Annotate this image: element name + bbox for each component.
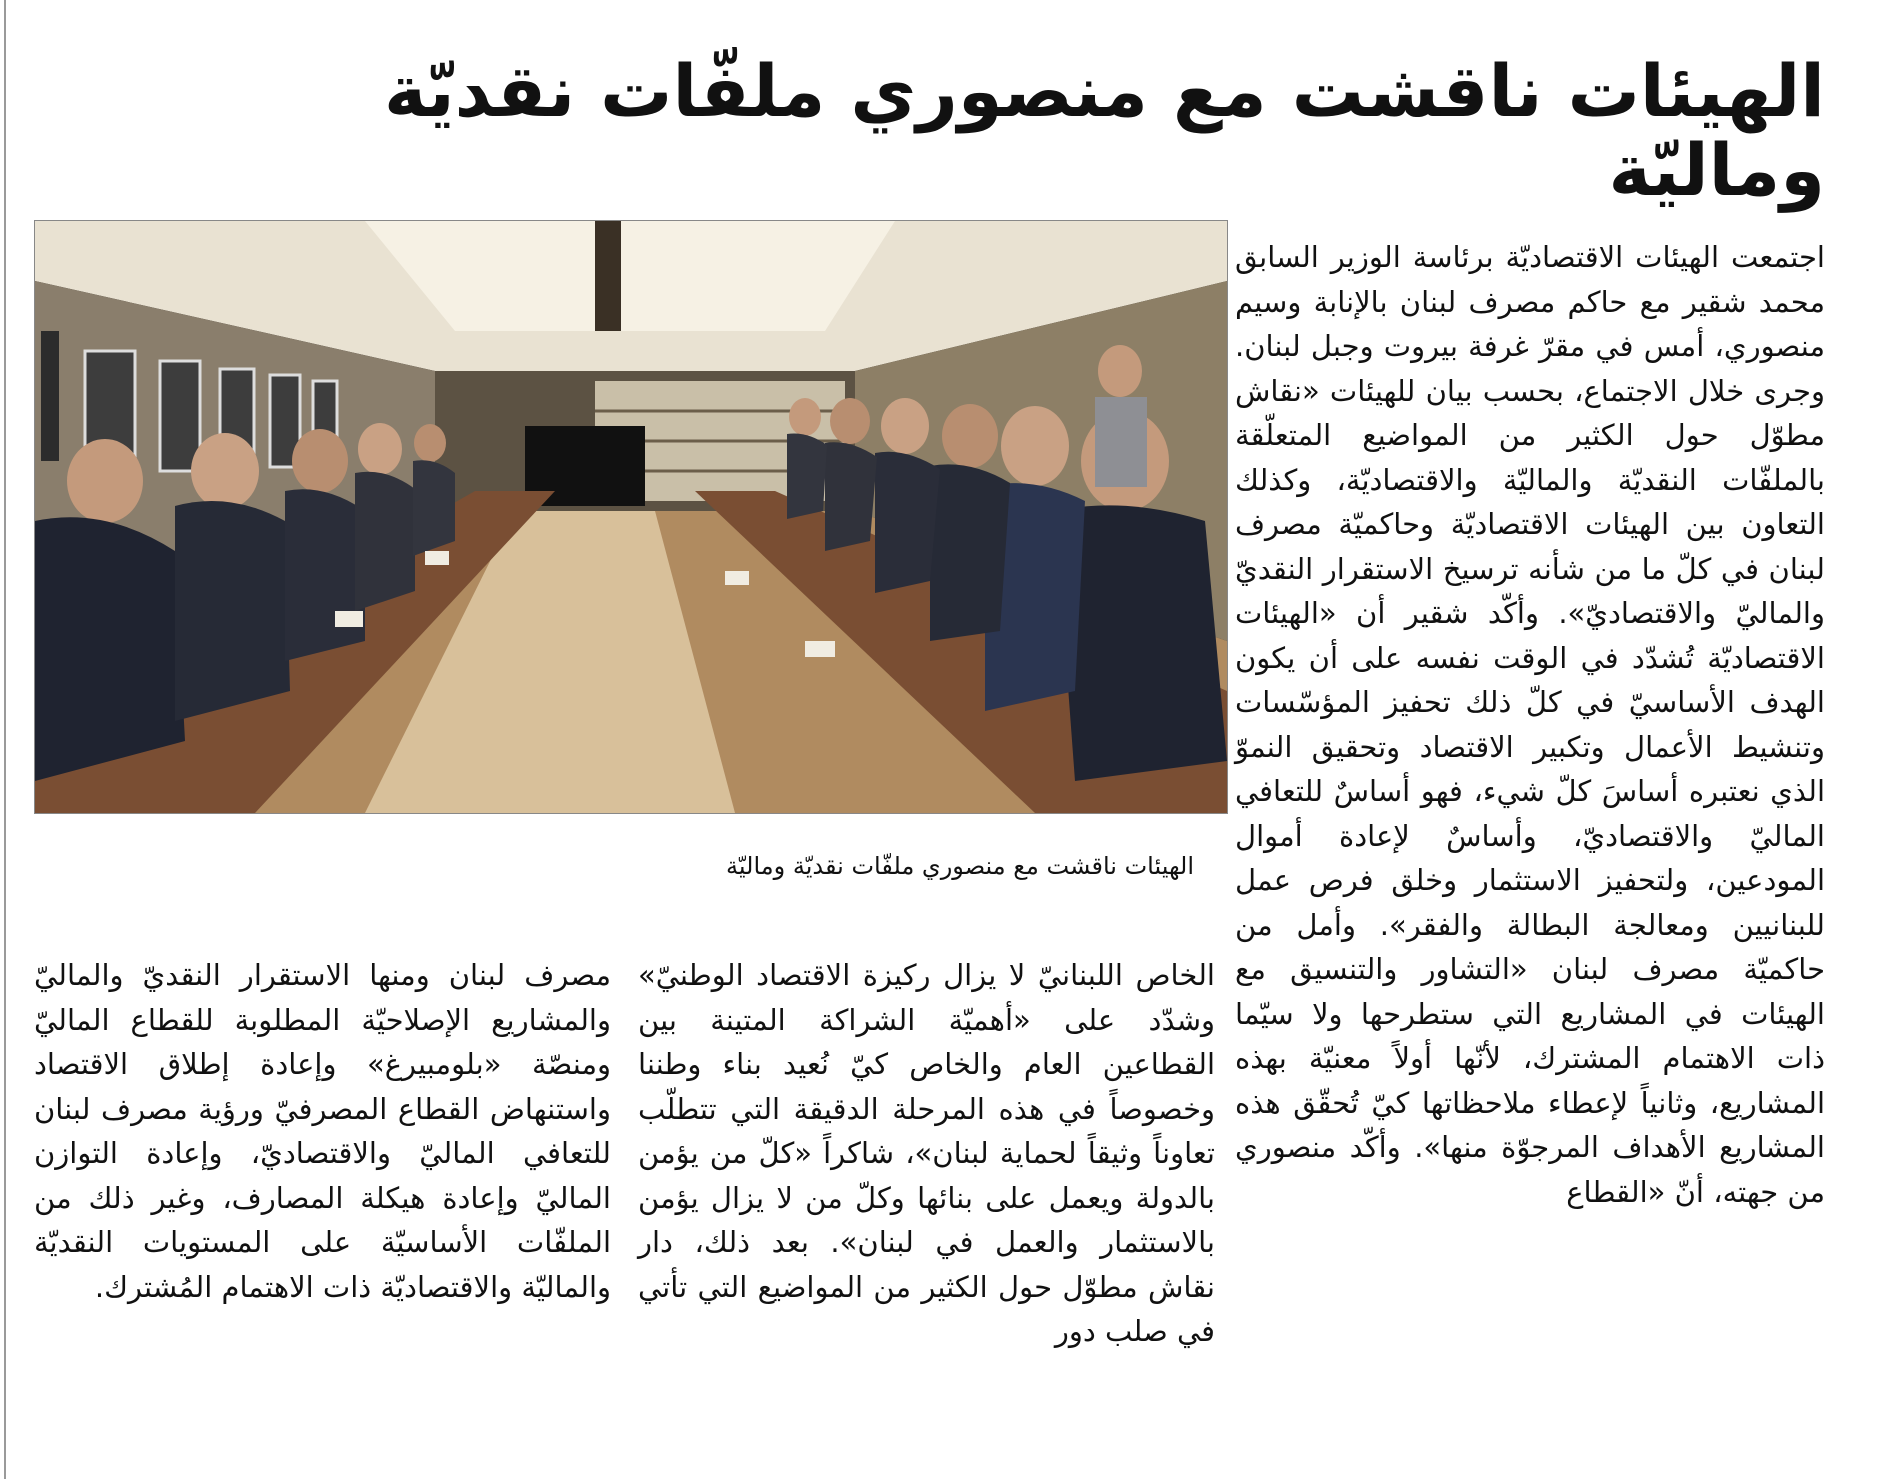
photo-name-card	[425, 551, 449, 565]
photo-name-card	[335, 611, 363, 627]
page-left-rule	[4, 0, 6, 1479]
article-text-right: اجتمعت الهيئات الاقتصاديّة برئاسة الوزير السابق محمد شقير مع حاكم مصرف لبنان بالإنابة وسيم منصوري، أمس في مقرّ غرفة بيروت وجبل لبنان. وجرى خلال الاجتماع، بحسب بيان للهيئات «نقاش مطوّل حول الكثير من المواضيع المتعلّقة بالملفّات النقديّة والماليّة والاقتصاديّة، وكذلك التعاون بين الهيئات الاقتصاديّة وحاكميّة مصرف لبنان في كلّ ما من شأنه ترسيخ الاستقرار النقديّ والماليّ والاقتصاديّ». وأكّد شقير أن «الهيئات الاقتصاديّة تُشدّد في الوقت نفسه على أن يكون الهدف الأساسيّ في كلّ ذلك تحفيز المؤسّسات وتنشيط الأعمال وتكبير الاقتصاد وتحقيق النموّ الذي نعتبره أساسَ كلّ شيء، فهو أساسٌ للتعافي الماليّ والاقتصاديّ، وأساسٌ لإعادة أموال المودعين، ولتحفيز الاستثمار وخلق فرص عمل للبنانيين ومعالجة البطالة والفقر». وأمل من حاكميّة مصرف لبنان «التشاور والتنسيق مع الهيئات في المشاريع التي ستطرحها ولا سيّما ذات الاهتمام المشترك، لأنّها أولاً معنيّة بهذه المشاريع، وثانياً لإعطاء ملاحظاتها كيّ تُحقّق هذه المشاريع الأهداف المرجوّة منها». وأكّد منصوري من جهته، أنّ «القطاع	[1235, 240, 1825, 1209]
article-text-left: مصرف لبنان ومنها الاستقرار النقديّ والماليّ والمشاريع الإصلاحيّة المطلوبة للقطاع الماليّ ومنصّة «بلومبيرغ» وإعادة إطلاق الاقتصاد واستنهاض القطاع المصرفيّ ورؤية مصرف لبنان للتعافي الماليّ والاقتصاديّ، وإعادة التوازن الماليّ وإعادة هيكلة المصارف، وغير ذلك من الملفّات الأساسيّة على المستويات النقديّة والماليّة والاقتصاديّة ذات الاهتمام المُشترك.	[34, 958, 611, 1304]
photo-name-card	[725, 571, 749, 585]
article-column-right	[1235, 235, 1825, 1214]
meeting-photo-illustration	[35, 221, 1227, 813]
photo-frame-1	[41, 331, 59, 461]
article-column-left	[34, 953, 611, 1309]
photo-ceiling-beam	[595, 221, 621, 331]
photo-name-card	[805, 641, 835, 657]
photo-standing-man	[1095, 345, 1147, 487]
photo-light-panel	[365, 221, 895, 331]
photo-caption: الهيئات ناقشت مع منصوري ملفّات نقديّة وماليّة	[726, 852, 1194, 880]
article-text-middle: الخاص اللبنانيّ لا يزال ركيزة الاقتصاد الوطنيّ» وشدّد على «أهميّة الشراكة المتينة بين القطاعين العام والخاص كيّ نُعيد بناء وطننا وخصوصاً في هذه المرحلة الدقيقة التي تتطلّب تعاوناً وثيقاً لحماية لبنان»، شاكراً «كلّ من يؤمن بالدولة ويعمل على بنائها وكلّ من لا يزال يؤمن بالاستثمار والعمل في لبنان». بعد ذلك، دار نقاش مطوّل حول الكثير من المواضيع التي تأتي في صلب دور	[638, 958, 1215, 1348]
meeting-photo	[34, 220, 1228, 814]
article-column-middle	[638, 953, 1215, 1354]
article-headline: الهيئات ناقشت مع منصوري ملفّات نقديّة وماليّة	[383, 49, 1825, 213]
photo-frame-3	[160, 361, 200, 471]
